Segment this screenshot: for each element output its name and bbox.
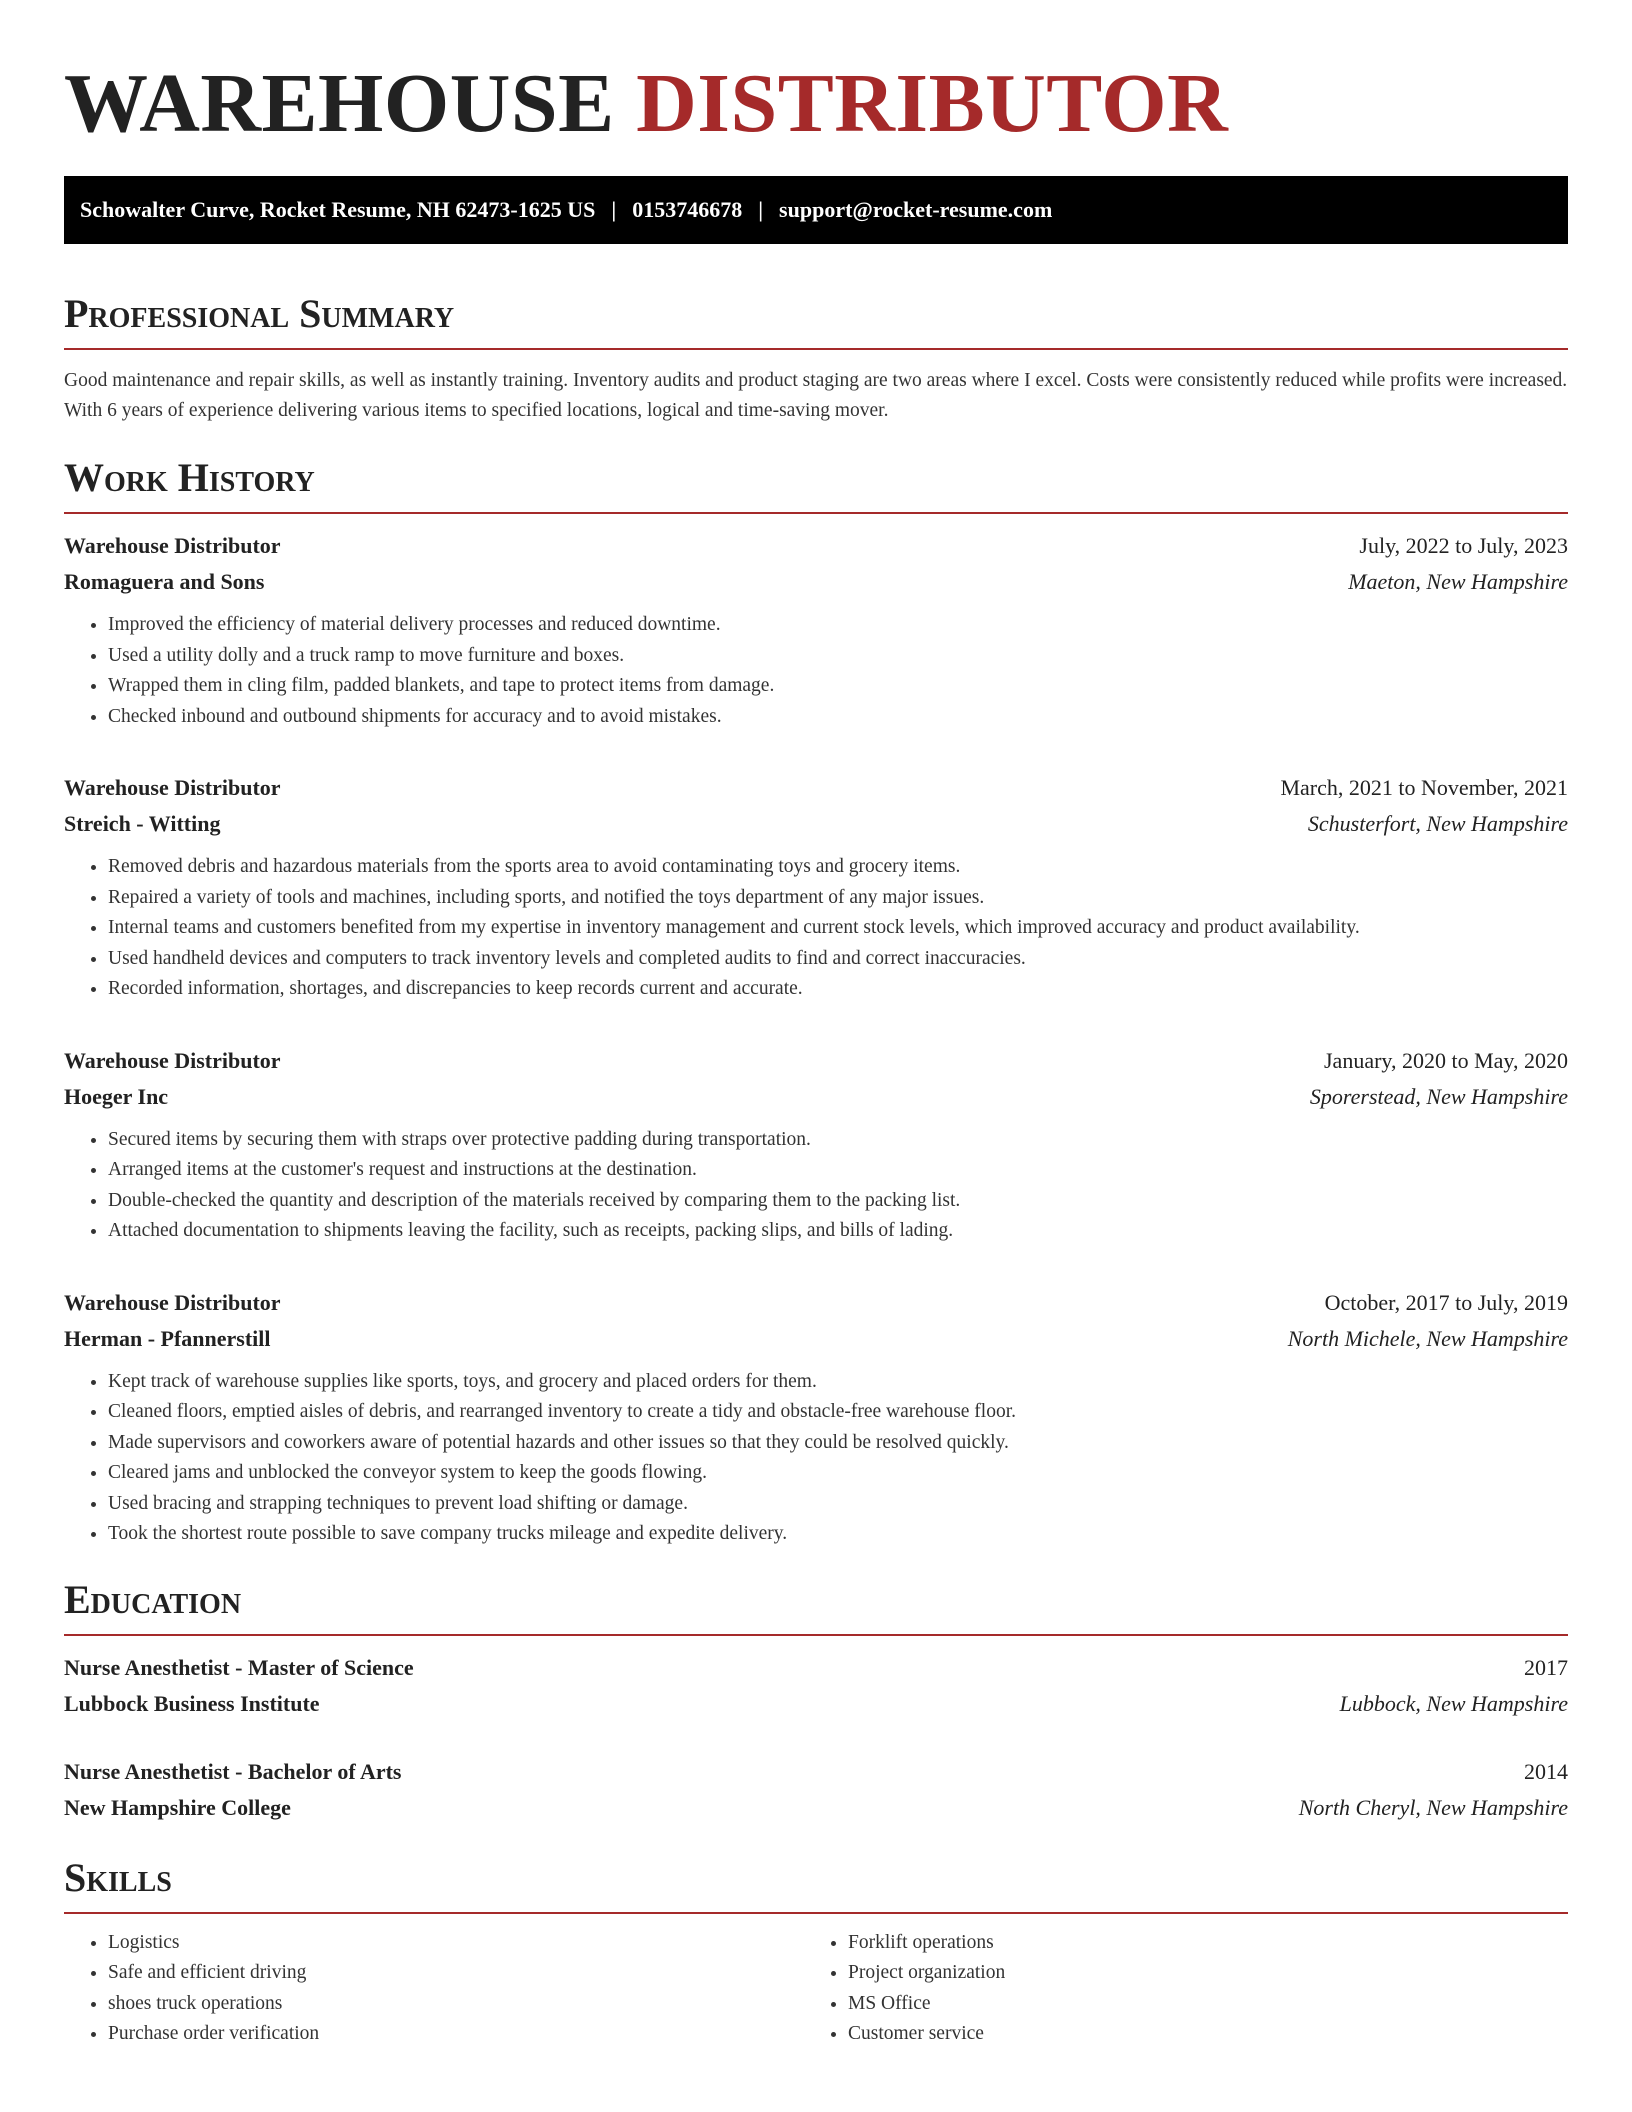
job-bullet: • Took the shortest route possible to save company trucks mileage and expedite delivery. — [108, 1519, 1568, 1550]
job-bullets — [64, 1367, 1568, 1550]
summary-section — [64, 290, 1568, 426]
name-first: WAREHOUSE — [64, 57, 615, 150]
education-entry — [64, 1754, 1568, 1826]
education-location: Lubbock, New Hampshire — [1339, 1690, 1568, 1716]
skill-item: • Safe and efficient driving — [108, 1958, 804, 1989]
section-title-education: Education — [64, 1576, 242, 1622]
job-company: Hoeger Inc — [64, 1083, 169, 1109]
job-bullet: • Kept track of warehouse supplies like sports, toys, and grocery and placed orders for them. — [108, 1367, 1568, 1398]
job-subheader — [64, 1079, 1568, 1115]
education-subheader — [64, 1790, 1568, 1826]
job-dates: January, 2020 to May, 2020 — [1324, 1047, 1568, 1073]
job-bullet: • Attached documentation to shipments leaving the facility, such as receipts, packing slips, and bills of lading. — [108, 1216, 1568, 1247]
job-bullet: • Checked inbound and outbound shipments for accuracy and to avoid mistakes. — [108, 702, 1568, 733]
skill-item: • Purchase order verification — [108, 2019, 804, 2050]
job-bullet: • Wrapped them in cling film, padded blankets, and tape to protect items from damage. — [108, 671, 1568, 702]
job-bullet: • Used bracing and strapping techniques to prevent load shifting or damage. — [108, 1489, 1568, 1520]
skill-item: • Forklift operations — [848, 1928, 1544, 1959]
job-dates: October, 2017 to July, 2019 — [1324, 1289, 1568, 1315]
job-bullet: • Made supervisors and coworkers aware of potential hazards and other issues so that they could be resolved quickly. — [108, 1428, 1568, 1459]
section-divider — [64, 348, 1568, 350]
job-header — [64, 1285, 1568, 1321]
job-location: North Michele, New Hampshire — [1287, 1325, 1568, 1351]
resume-name — [64, 0, 1568, 150]
job-bullet: • Used handheld devices and computers to track inventory levels and completed audits to find and correct inaccuracies. — [108, 944, 1568, 975]
contact-phone: 0153746678 — [632, 197, 743, 222]
skill-item: • shoes truck operations — [108, 1989, 804, 2020]
job-bullet: • Secured items by securing them with straps over protective padding during transportation. — [108, 1125, 1568, 1156]
education-school: Lubbock Business Institute — [64, 1690, 320, 1716]
contact-address: Schowalter Curve, Rocket Resume, NH 62473-1625 US — [80, 197, 596, 222]
job-entry — [64, 1285, 1568, 1550]
education-degree: Nurse Anesthetist - Bachelor of Arts — [64, 1758, 402, 1784]
skills-column-right — [804, 1928, 1544, 2050]
education-year: 2014 — [1524, 1758, 1568, 1784]
job-bullets — [64, 852, 1568, 1005]
job-entry — [64, 1043, 1568, 1247]
job-bullet: • Internal teams and customers benefited from my expertise in inventory management and current stock levels, which improved accuracy and product availability. — [108, 913, 1568, 944]
job-bullets — [64, 610, 1568, 732]
job-bullet: • Removed debris and hazardous materials from the sports area to avoid contaminating toys and grocery items. — [108, 852, 1568, 883]
education-degree: Nurse Anesthetist - Master of Science — [64, 1654, 414, 1680]
contact-separator: | — [611, 197, 617, 222]
name-last: DISTRIBUTOR — [636, 57, 1229, 150]
job-bullet: • Double-checked the quantity and description of the materials received by comparing them to the packing list. — [108, 1186, 1568, 1217]
job-title: Warehouse Distributor — [64, 1047, 281, 1073]
job-location: Schusterfort, New Hampshire — [1307, 811, 1568, 836]
job-location: Sporerstead, New Hampshire — [1309, 1083, 1568, 1109]
section-title-work: Work History — [64, 455, 315, 500]
education-school: New Hampshire College — [64, 1794, 291, 1820]
job-bullet: • Arranged items at the customer's request and instructions at the destination. — [108, 1155, 1568, 1186]
job-header — [64, 528, 1568, 564]
job-bullet: • Recorded information, shortages, and discrepancies to keep records current and accurate. — [108, 974, 1568, 1005]
job-subheader — [64, 806, 1568, 842]
section-title-skills: Skills — [64, 1854, 172, 1900]
job-company: Romaguera and Sons — [64, 569, 265, 594]
skills-section — [64, 1854, 1568, 2050]
contact-email[interactable]: support@rocket-resume.com — [779, 197, 1053, 222]
education-subheader — [64, 1686, 1568, 1722]
job-bullet: • Cleaned floors, emptied aisles of debris, and rearranged inventory to create a tidy and obstacle-free warehouse floor. — [108, 1397, 1568, 1428]
section-divider — [64, 512, 1568, 514]
skills-columns — [64, 1928, 1568, 2050]
job-header — [64, 1043, 1568, 1079]
education-header — [64, 1754, 1568, 1790]
job-dates: March, 2021 to November, 2021 — [1280, 775, 1568, 800]
job-bullet: • Improved the efficiency of material delivery processes and reduced downtime. — [108, 610, 1568, 641]
job-entry — [64, 770, 1568, 1005]
education-location: North Cheryl, New Hampshire — [1298, 1794, 1568, 1820]
summary-text: Good maintenance and repair skills, as well as instantly training. Inventory audits and product staging are two areas where I excel. Costs were consistently reduced while profits were increased. With 6 years of experience delivering various items to specified locations, logical and time-saving mover. — [64, 370, 1568, 421]
job-bullets — [64, 1125, 1568, 1247]
job-bullet: • Used a utility dolly and a truck ramp to move furniture and boxes. — [108, 641, 1568, 672]
section-divider — [64, 1912, 1568, 1914]
education-entry — [64, 1650, 1568, 1722]
job-company: Streich - Witting — [64, 811, 221, 836]
job-title: Warehouse Distributor — [64, 533, 281, 558]
job-title: Warehouse Distributor — [64, 1289, 281, 1315]
section-title-summary: Professional Summary — [64, 291, 455, 336]
skills-column-left — [64, 1928, 804, 2050]
contact-bar — [64, 176, 1568, 244]
job-title: Warehouse Distributor — [64, 775, 281, 800]
job-bullet: • Cleared jams and unblocked the conveyor system to keep the goods flowing. — [108, 1458, 1568, 1489]
skill-item: • MS Office — [848, 1989, 1544, 2020]
job-header — [64, 770, 1568, 806]
contact-separator: | — [758, 197, 764, 222]
work-history-section — [64, 454, 1568, 1550]
job-subheader — [64, 564, 1568, 600]
education-section — [64, 1576, 1568, 1826]
section-divider — [64, 1634, 1568, 1636]
skill-item: • Customer service — [848, 2019, 1544, 2050]
job-entry — [64, 528, 1568, 732]
job-company: Herman - Pfannerstill — [64, 1325, 271, 1351]
skill-item: • Logistics — [108, 1928, 804, 1959]
job-location: Maeton, New Hampshire — [1348, 569, 1568, 594]
job-dates: July, 2022 to July, 2023 — [1359, 533, 1568, 558]
education-year: 2017 — [1524, 1654, 1568, 1680]
job-bullet: • Repaired a variety of tools and machines, including sports, and notified the toys department of any major issues. — [108, 883, 1568, 914]
skill-item: • Project organization — [848, 1958, 1544, 1989]
education-header — [64, 1650, 1568, 1686]
job-subheader — [64, 1321, 1568, 1357]
